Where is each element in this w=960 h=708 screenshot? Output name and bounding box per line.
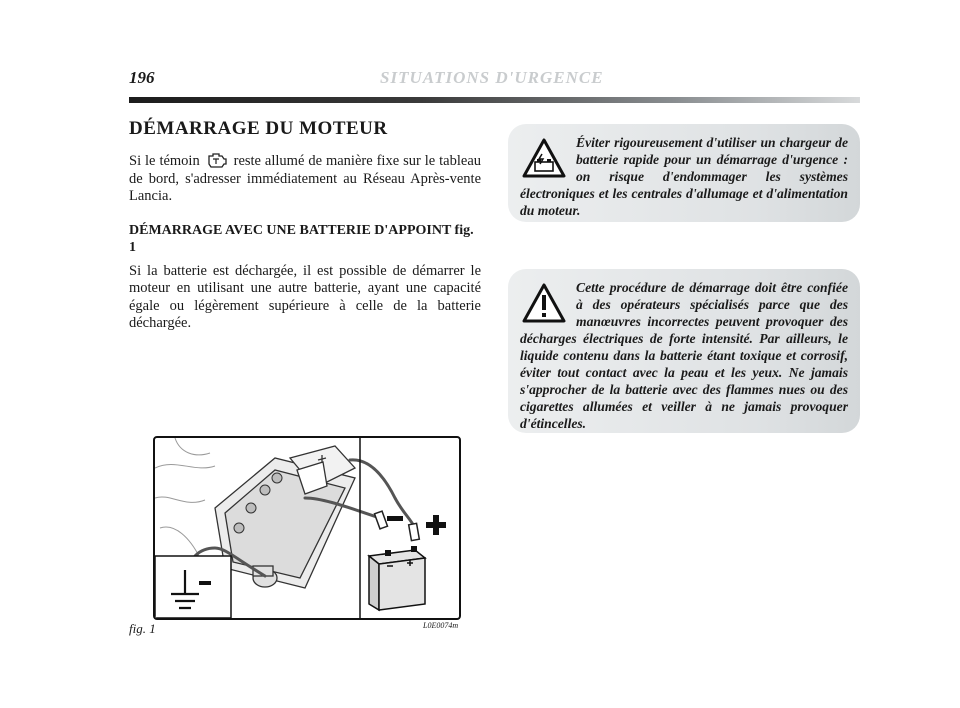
figure-code: L0E0074m: [423, 621, 459, 630]
running-title: SITUATIONS D'URGENCE: [380, 68, 604, 87]
figure-caption: fig. 1: [129, 621, 156, 636]
subsection-paragraph: Si la batterie est déchargée, il est possible de démarrer le moteur en utilisant une autre batterie, ayant une capacité égale ou légèrement supérieure à celle de la batterie déchargée.: [129, 262, 481, 331]
battery-charger-warning-icon: [522, 138, 566, 178]
warning-note-procedure-text: Cette procédure de démarrage doit être confiée à des opérateurs spécialisés parce que des manœuvres incorrectes peuvent provoquer des décharges électriques de forte intensité. Par ailleurs, le liquide contenu dans la batterie étant toxique et corrosif, éviter tout contact avec la peau et les yeux. Ne jamais s'approcher de la batterie avec des flammes nues ou des cigarettes allumées et veiller à ne jamais provoquer d'étincelles.: [520, 280, 848, 431]
warning-triangle-icon: [522, 283, 566, 323]
section-title: DÉMARRAGE DU MOTEUR: [129, 118, 388, 139]
page-number: 196: [129, 68, 155, 87]
intro-paragraph: [129, 150, 481, 206]
warning-note-procedure: [508, 269, 860, 433]
warning-note-charger: [508, 124, 860, 222]
warning-note-charger-text: Éviter rigoureusement d'utiliser un chargeur de batterie rapide pour un démarrage d'urgence : on risque d'endommager les systèmes électroniques et les centrales d'allumage et d'alimentation du moteur.: [520, 135, 848, 218]
subsection-title: DÉMARRAGE AVEC UNE BATTERIE D'APPOINT fig. 1: [129, 222, 474, 255]
figure-jump-start: [153, 436, 461, 620]
main-column: [129, 118, 481, 333]
header-rule: [129, 97, 860, 103]
intro-text-before: Si le témoin: [129, 153, 200, 169]
intro-text-after: reste allumé de manière fixe sur le tableau de bord, s'adresser immédiatement au Réseau Après-vente Lancia.: [129, 153, 482, 204]
engine-control-warning-icon: [206, 150, 228, 170]
jump-start-battery-illustration: [155, 438, 459, 618]
